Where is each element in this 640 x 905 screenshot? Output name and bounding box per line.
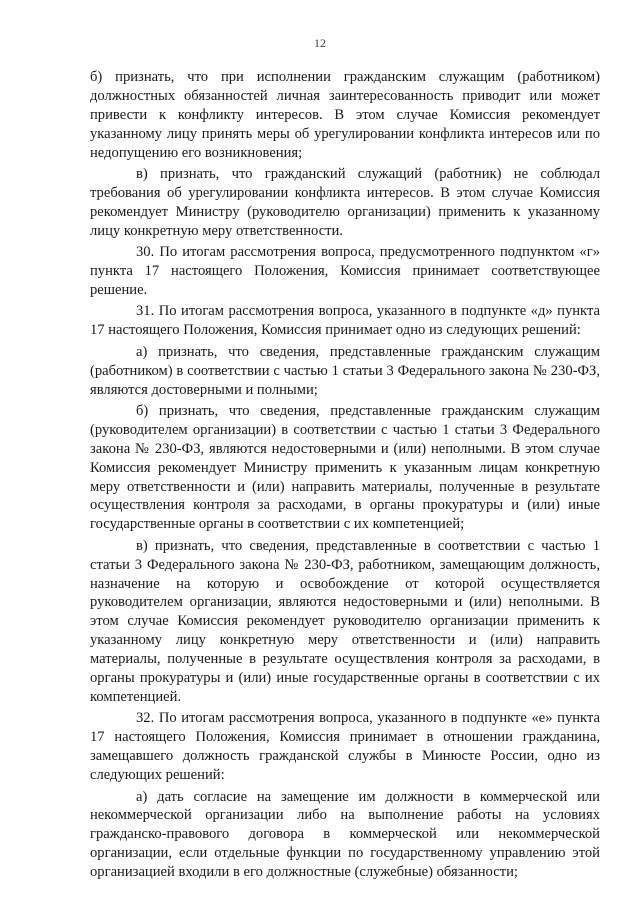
paragraph-31: 31. По итогам рассмотрения вопроса, указанного в подпункте «д» пункта 17 настоящего Положения, Комиссия принимает одно из следующих решений: (90, 303, 600, 339)
paragraph-6v: в) признать, что гражданский служащий (работник) не соблюдал требования об урегулировании конфликта интересов. В этом случае Комиссия рекомендует Министру (руководителю организации) применить к указанному лицу конкретную меру ответственности. (90, 166, 600, 239)
document-body (90, 68, 600, 885)
paragraph-31b: б) признать, что сведения, представленные гражданским служащим (руководителем организации) в соответствии с частью 1 статьи 3 Федерального закона № 230-ФЗ, являются недостоверными и (или) неполными. В этом случае Комиссия рекомендует Министру применить к указанным лицам конкретную меру ответственности и (или) направить материалы, полученные в результате осуществления контроля за расходами, в органы прокуратуры и (или) иные государственные органы в соответствии с их компетенцией; (90, 402, 600, 533)
paragraph-30: 30. По итогам рассмотрения вопроса, предусмотренного подпунктом «г» пункта 17 настоящего Положения, Комиссия принимает соответствующее решение. (90, 244, 600, 298)
paragraph-32: 32. По итогам рассмотрения вопроса, указанного в подпункте «е» пункта 17 настоящего Положения, Комиссия принимает в отношении гражданина, замещавшего должность гражданской службы в Минюсте России, одно из следующих решений: (90, 710, 600, 784)
paragraph-32a: а) дать согласие на замещение им должности в коммерческой или некоммерческой организации либо на выполнение работы на условиях гражданско-правового договора в коммерческой или некоммерческой организации, если отдельные функции по государственному управлению этой организацией входили в его должностные (служебные) обязанности; (90, 788, 600, 881)
page-number: 12 (314, 36, 326, 50)
paragraph-31a: а) признать, что сведения, представленные гражданским служащим (работником) в соответствии с частью 1 статьи 3 Федерального закона № 230-ФЗ, являются достоверными и полными; (90, 343, 600, 398)
paragraph-6b: б) признать, что при исполнении гражданским служащим (работником) должностных обязанностей личная заинтересованность приводит или может привести к конфликту интересов. В этом случае Комиссия рекомендует указанному лицу принять меры об урегулировании конфликта интересов или по недопущению его возникновения; (90, 69, 600, 161)
paragraph-31v: в) признать, что сведения, представленные в соответствии с частью 1 статьи 3 Федерального закона № 230-ФЗ, работником, замещающим должность, назначение на которую и освобождение от которой осуществляется руководителем организации, являются недостоверными и (или) неполными. В этом случае Комиссия рекомендует руководителю организации применить к указанному лицу конкретную меру ответственности и (или) направить материалы, полученные в результате осуществления контроля за расходами, в органы прокуратуры и (или) иные государственные органы в соответствии с их компетенцией. (90, 537, 600, 705)
